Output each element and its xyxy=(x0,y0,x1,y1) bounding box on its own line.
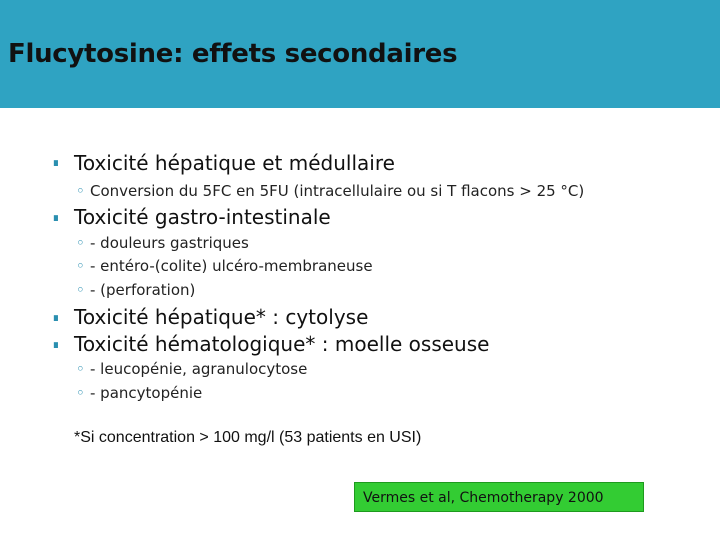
sub-bullet-text: - (perforation) xyxy=(90,281,196,299)
bullet-item: Toxicité hépatique* : cytolyse xyxy=(74,305,369,329)
bullet-item: Toxicité hépatique et médullaire xyxy=(74,151,395,175)
sub-bullet-text: - douleurs gastriques xyxy=(90,234,249,252)
reference-text: Vermes et al, Chemotherapy 2000 xyxy=(363,490,604,506)
circle-bullet-icon: ◦ xyxy=(76,360,85,378)
sub-bullet-text: Conversion du 5FC en 5FU (intracellulaire ou si T flacons > 25 °C) xyxy=(90,182,585,200)
sub-bullet-item xyxy=(76,279,195,301)
sub-bullet-text: - pancytopénie xyxy=(90,384,203,402)
sub-bullet-item xyxy=(76,358,307,380)
circle-bullet-icon: ◦ xyxy=(76,384,85,402)
circle-bullet-icon: ◦ xyxy=(76,257,85,275)
square-bullet-icon: ∎ xyxy=(52,337,60,351)
square-bullet-icon: ∎ xyxy=(52,155,60,169)
bullet-item: Toxicité gastro-intestinale xyxy=(74,205,331,229)
slide-title: Flucytosine: effets secondaires xyxy=(8,39,458,69)
reference-box xyxy=(354,482,644,512)
bullet-item: Toxicité hématologique* : moelle osseuse xyxy=(74,332,490,356)
square-bullet-icon: ∎ xyxy=(52,210,60,224)
footnote: *Si concentration > 100 mg/l (53 patients en USI) xyxy=(74,429,422,446)
square-bullet-icon: ∎ xyxy=(52,310,60,324)
sub-bullet-text: - leucopénie, agranulocytose xyxy=(90,360,308,378)
circle-bullet-icon: ◦ xyxy=(76,182,85,200)
sub-bullet-item xyxy=(76,232,249,254)
sub-bullet-item xyxy=(76,255,373,277)
sub-bullet-text: - entéro-(colite) ulcéro-membraneuse xyxy=(90,257,373,275)
circle-bullet-icon: ◦ xyxy=(76,234,85,252)
sub-bullet-item xyxy=(76,382,202,404)
sub-bullet-item xyxy=(76,180,584,202)
circle-bullet-icon: ◦ xyxy=(76,281,85,299)
